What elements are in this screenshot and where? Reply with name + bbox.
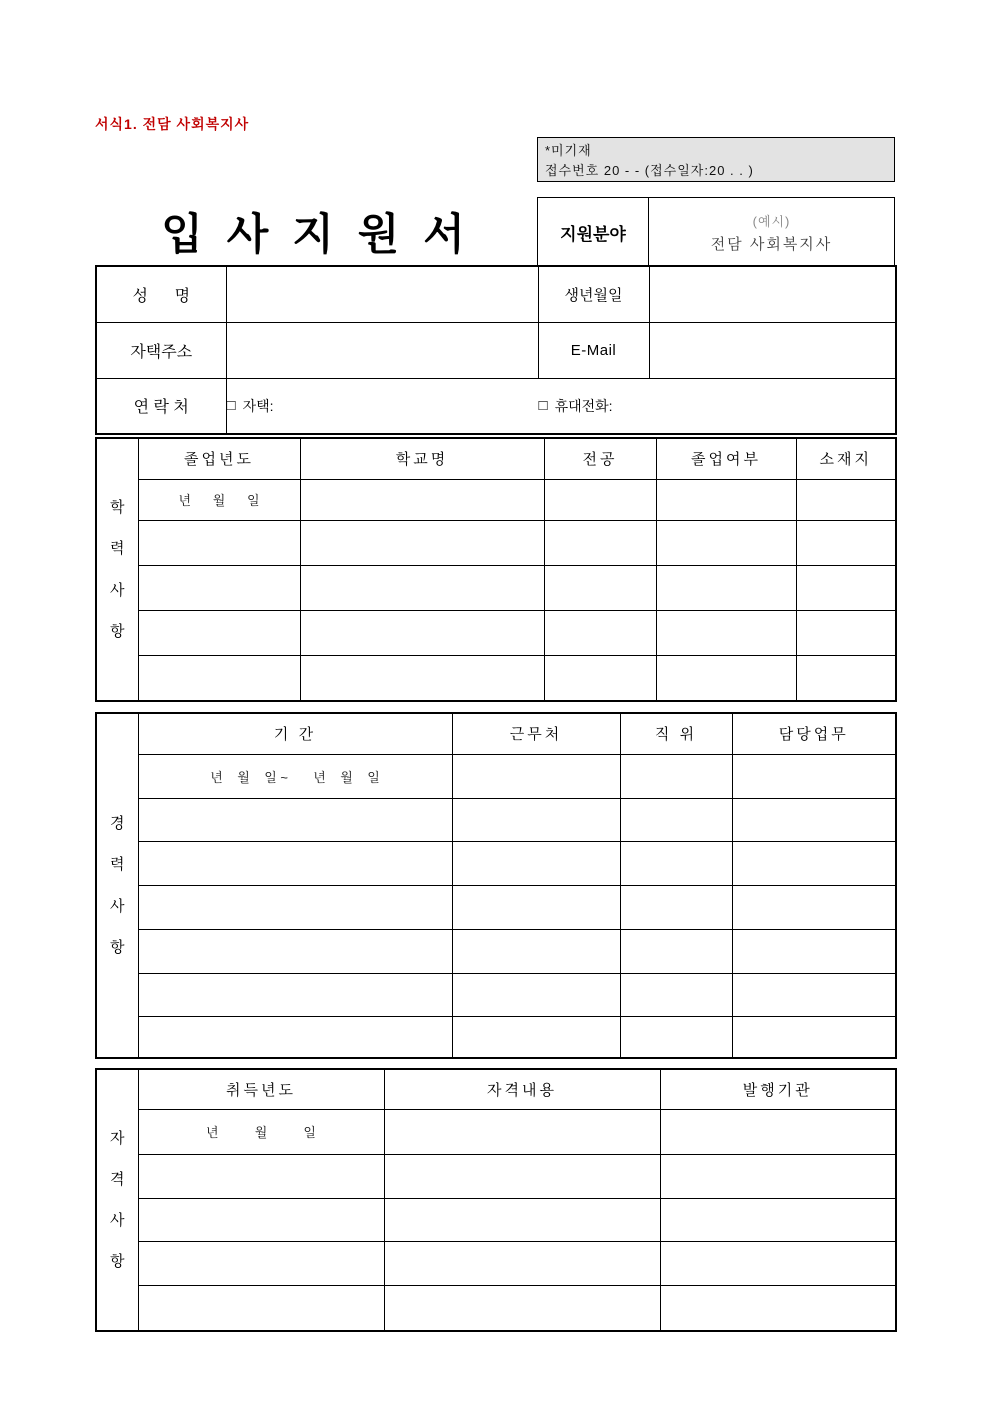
column-header-position: 직 위 — [620, 713, 732, 754]
contact-field — [226, 378, 896, 434]
column-header-issuer: 발행기관 — [660, 1069, 896, 1109]
apply-field-box — [537, 197, 895, 266]
column-header-location: 소재지 — [796, 438, 896, 479]
page-title: 입 사 지 원 서 — [161, 210, 471, 259]
receipt-number-line: 접수번호 20 - - (접수일자:20 . . ) — [545, 162, 754, 178]
career-section-label: 경력사항 — [110, 815, 125, 956]
table-row — [96, 1109, 896, 1154]
table-row — [96, 655, 896, 701]
career-table — [95, 712, 897, 1059]
column-header-duty: 담당업무 — [732, 713, 896, 754]
address-label: 자택주소 — [96, 322, 226, 378]
personal-info-table — [95, 265, 897, 435]
column-header-workplace: 근무처 — [452, 713, 620, 754]
table-row — [96, 841, 896, 885]
column-header-school: 학교명 — [300, 438, 544, 479]
column-header-period: 기 간 — [138, 713, 452, 754]
column-header-major: 전공 — [544, 438, 656, 479]
table-row — [96, 1069, 896, 1109]
apply-field-example-value: 전담 사회복지사 — [710, 235, 833, 253]
table-row — [96, 1285, 896, 1331]
apply-field-label: 지원분야 — [538, 198, 649, 266]
apply-field-example-note: (예시) — [752, 213, 791, 229]
column-header-cert-content: 자격내용 — [384, 1069, 660, 1109]
birthdate-label: 생년월일 — [538, 266, 649, 322]
home-phone-option — [227, 396, 539, 416]
table-row — [96, 438, 896, 479]
table-row — [96, 754, 896, 798]
table-row — [96, 929, 896, 973]
career-date-hint: 년 월 일 ~ 년 월 일 — [138, 754, 452, 798]
education-section-label: 학력사항 — [110, 499, 125, 640]
receipt-note: *미기재 — [545, 143, 592, 158]
checkbox-icon: □ — [538, 397, 548, 415]
table-row — [96, 479, 896, 520]
table-row — [96, 885, 896, 929]
education-date-hint: 년 월 일 — [138, 479, 300, 520]
certificate-section-cell — [96, 1069, 138, 1331]
email-field — [649, 322, 896, 378]
mobile-phone-option — [539, 396, 613, 416]
address-field — [226, 322, 538, 378]
mobile-phone-label: 휴대전화: — [554, 397, 613, 414]
table-row — [96, 378, 896, 434]
column-header-grad-status: 졸업여부 — [656, 438, 796, 479]
checkbox-icon: □ — [226, 397, 236, 415]
table-row — [96, 565, 896, 610]
table-row — [96, 610, 896, 655]
certificate-section-label: 자격사항 — [110, 1129, 125, 1271]
column-header-acquire-year: 취득년도 — [138, 1069, 384, 1109]
table-row — [96, 1154, 896, 1198]
table-row — [96, 713, 896, 754]
table-row — [96, 1241, 896, 1285]
name-label: 성 명 — [96, 266, 226, 322]
education-section-cell — [96, 438, 138, 701]
table-row — [96, 1016, 896, 1058]
certificate-date-hint: 년 월 일 — [138, 1109, 384, 1154]
form-number-label: 서식1. 전담 사회복지사 — [95, 116, 250, 132]
birthdate-field — [649, 266, 896, 322]
career-section-cell — [96, 713, 138, 1058]
certificate-table — [95, 1068, 897, 1332]
table-row — [96, 520, 896, 565]
name-field — [226, 266, 538, 322]
email-label: E-Mail — [538, 322, 649, 378]
column-header-grad-year: 졸업년도 — [138, 438, 300, 479]
receipt-number-box — [537, 137, 895, 182]
contact-label: 연 락 처 — [96, 378, 226, 434]
table-row — [96, 973, 896, 1016]
education-table — [95, 437, 897, 702]
table-row — [96, 322, 896, 378]
home-phone-label: 자택: — [242, 397, 274, 414]
table-row — [96, 266, 896, 322]
table-row — [96, 1198, 896, 1241]
table-row — [96, 798, 896, 841]
apply-field-value — [649, 198, 894, 266]
